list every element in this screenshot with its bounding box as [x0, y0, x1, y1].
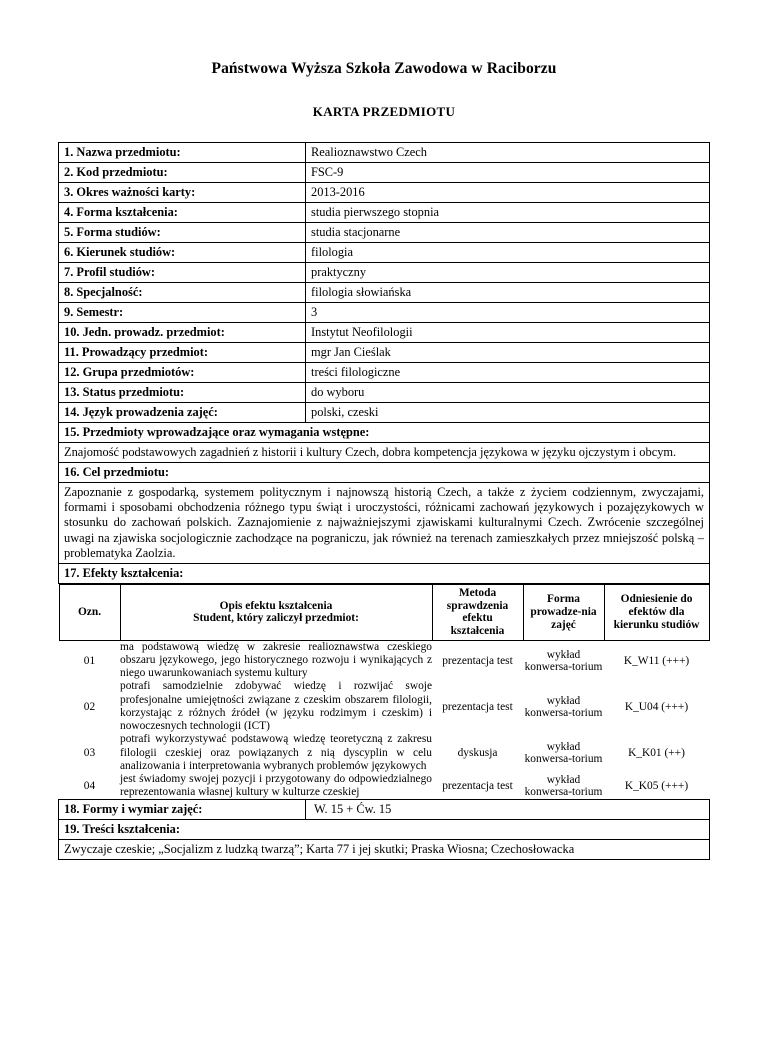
learning-effects-table — [59, 584, 710, 800]
column-header-reference: Odniesienie do efektów dla kierunku studiów — [604, 584, 709, 640]
effect-description: potrafi wykorzystywać podstawową wiedzę teoretyczną z zakresu filologii czeskiej oraz powiązanych z nią dyscyplin w celu analizowania i interpretowania wybranych problemów językowych — [120, 733, 432, 772]
section-15-body: Znajomość podstawowych zagadnień z historii i kultury Czech, dobra kompetencja językowa w języku ojczystym i obcym. — [59, 443, 710, 463]
table-row — [59, 343, 710, 363]
field-label: 5. Forma studiów: — [59, 223, 306, 243]
effect-method: prezentacja test — [442, 654, 513, 667]
table-row — [59, 403, 710, 423]
column-header-method: Metoda sprawdzenia efektu kształcenia — [432, 584, 523, 640]
document-page — [0, 60, 768, 1054]
table-row — [59, 303, 710, 323]
table-row — [59, 143, 710, 163]
table-row — [59, 840, 710, 860]
effect-description: ma podstawową wiedzę w zakresie realioznawstwa czeskiego obszaru językowego, jego historycznego rozwoju i wynikających z niego uwarunkowaniach systemu kultury — [120, 640, 432, 680]
section-18-value: W. 15 + Ćw. 15 — [306, 800, 710, 820]
field-value: studia stacjonarne — [306, 223, 710, 243]
column-header-description-line1: Opis efektu kształcenia — [219, 599, 333, 612]
table-row — [59, 443, 710, 463]
field-label: 3. Okres ważności karty: — [59, 183, 306, 203]
column-header-description — [120, 584, 432, 640]
effect-form: wykład konwersa-torium — [524, 648, 603, 673]
field-value: polski, czeski — [306, 403, 710, 423]
table-row — [59, 263, 710, 283]
section-16-body: Zapoznanie z gospodarką, systemem politycznym i najnowszą historią Czech, a także z życiem codziennym, zwyczajami, formami i sposobami obchodzenia różnego typu świąt i uroczystości, różnicami zachowań językowych i pozajęzykowych w stosunku do zachowań polskich. Zaznajomienie z najważniejszymi zjawiskami kulturalnymi Czech. Zwrócenie szczególnej uwagi na zjawiska socjologicznie zachodzące na pograniczu, jak również na terenach zamieszkałych przez mniejszość polską – problematyka Zaolzia. — [59, 483, 710, 564]
table-row — [59, 483, 710, 564]
table-row — [59, 583, 710, 800]
table-row — [59, 323, 710, 343]
effect-form: wykład konwersa-torium — [524, 741, 603, 766]
effect-description: potrafi samodzielnie zdobywać wiedzę i rozwijać swoje profesjonalne umiejętności związane z czeskim obszarem filologii, korzystając z różnych źródeł (w języku rodzimym i czeskim) i nowoczesnych technologii (ICT) — [120, 680, 432, 733]
table-row — [59, 363, 710, 383]
field-label: 2. Kod przedmiotu: — [59, 163, 306, 183]
effect-code: 02 — [83, 700, 96, 713]
table-row — [59, 223, 710, 243]
table-row — [59, 183, 710, 203]
effect-code: 03 — [83, 747, 96, 760]
field-value: filologia słowiańska — [306, 283, 710, 303]
table-row — [59, 283, 710, 303]
effect-form: wykład konwersa-torium — [524, 774, 603, 799]
field-value: Instytut Neofilologii — [306, 323, 710, 343]
effect-method: dyskusja — [457, 747, 498, 760]
column-header-description-line2: Student, który zaliczył przedmiot: — [193, 612, 359, 625]
field-value: FSC-9 — [306, 163, 710, 183]
effects-table-container — [59, 583, 710, 800]
section-15-heading: 15. Przedmioty wprowadzające oraz wymagania wstępne: — [59, 423, 710, 443]
table-row — [59, 773, 709, 799]
effect-reference: K_U04 (+++) — [624, 700, 689, 713]
section-19-body: Zwyczaje czeskie; „Socjalizm z ludzką twarzą”; Karta 77 i jej skutki; Praska Wiosna; Czechosłowacka — [59, 840, 710, 860]
field-value: Realioznawstwo Czech — [306, 143, 710, 163]
table-row — [59, 463, 710, 483]
effect-description: jest świadomy swojej pozycji i przygotowany do odpowiedzialnego reprezentowania własnej kultury w kulturze czeskiej — [120, 773, 432, 799]
section-19-heading: 19. Treści kształcenia: — [59, 820, 710, 840]
table-row — [59, 423, 710, 443]
field-value: 3 — [306, 303, 710, 323]
column-header-ozn: Ozn. — [59, 584, 120, 640]
field-label: 6. Kierunek studiów: — [59, 243, 306, 263]
course-card-table — [58, 142, 710, 860]
table-row — [59, 800, 710, 820]
effect-reference: K_K05 (+++) — [624, 780, 689, 793]
table-row — [59, 203, 710, 223]
field-label: 12. Grupa przedmiotów: — [59, 363, 306, 383]
effects-header-row — [59, 584, 709, 640]
table-row — [59, 163, 710, 183]
column-header-form: Forma prowadze-nia zajęć — [523, 584, 604, 640]
field-value: mgr Jan Cieślak — [306, 343, 710, 363]
section-18-heading: 18. Formy i wymiar zajęć: — [59, 800, 306, 820]
table-row — [59, 680, 709, 733]
table-row — [59, 733, 709, 773]
page-title: Państwowa Wyższa Szkoła Zawodowa w Raciborzu — [211, 60, 557, 77]
table-row — [59, 383, 710, 403]
field-value: filologia — [306, 243, 710, 263]
section-16-heading: 16. Cel przedmiotu: — [59, 463, 710, 483]
section-17-heading: 17. Efekty kształcenia: — [59, 563, 710, 583]
field-value: do wyboru — [306, 383, 710, 403]
effect-method: prezentacja test — [442, 700, 513, 713]
effect-code: 04 — [83, 780, 96, 793]
field-label: 11. Prowadzący przedmiot: — [59, 343, 306, 363]
field-label: 10. Jedn. prowadz. przedmiot: — [59, 323, 306, 343]
table-row — [59, 640, 709, 680]
table-row — [59, 243, 710, 263]
field-label: 9. Semestr: — [59, 303, 306, 323]
effect-reference: K_K01 (++) — [628, 747, 685, 760]
field-label: 14. Język prowadzenia zajęć: — [59, 403, 306, 423]
effect-code: 01 — [83, 654, 96, 667]
effect-form: wykład konwersa-torium — [524, 694, 603, 719]
effect-reference: K_W11 (+++) — [623, 654, 690, 667]
field-value: 2013-2016 — [306, 183, 710, 203]
effect-method: prezentacja test — [442, 780, 513, 793]
table-row — [59, 820, 710, 840]
field-label: 8. Specjalność: — [59, 283, 306, 303]
field-label: 1. Nazwa przedmiotu: — [59, 143, 306, 163]
table-row — [59, 563, 710, 583]
field-label: 13. Status przedmiotu: — [59, 383, 306, 403]
field-value: treści filologiczne — [306, 363, 710, 383]
field-value: studia pierwszego stopnia — [306, 203, 710, 223]
field-value: praktyczny — [306, 263, 710, 283]
page-subtitle: KARTA PRZEDMIOTU — [312, 104, 456, 119]
field-label: 7. Profil studiów: — [59, 263, 306, 283]
field-label: 4. Forma kształcenia: — [59, 203, 306, 223]
